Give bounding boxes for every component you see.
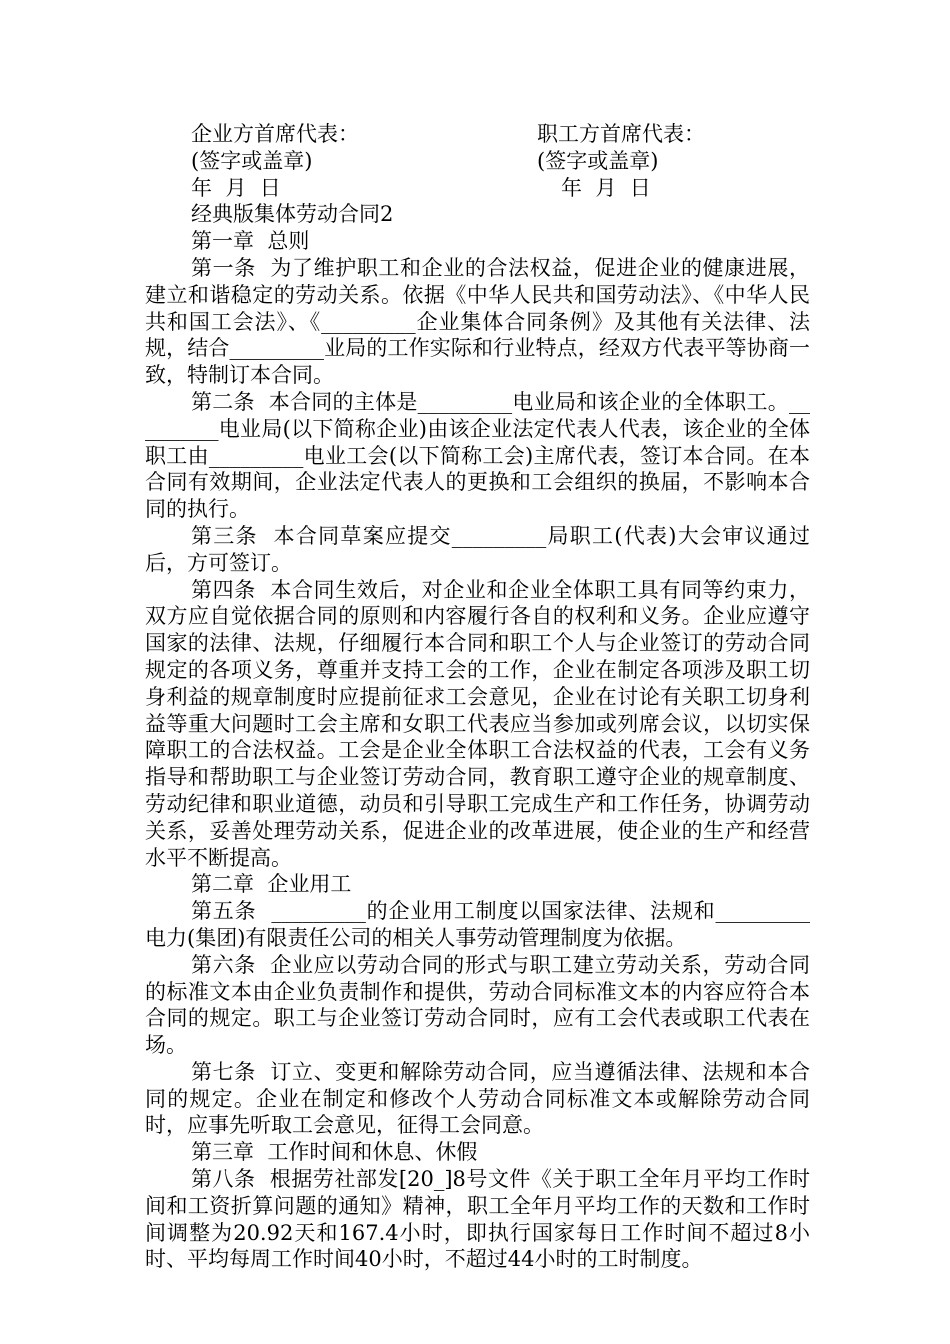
document-page bbox=[145, 121, 810, 1273]
article-paragraph: 第六条 企业应以劳动合同的形式与职工建立劳动关系，劳动合同的标准文本由企业负责制作和提供，劳动合同标准文本的内容应符合本合同的规定。职工与企业签订劳动合同时，应有工会代表或职工代表在场。 bbox=[145, 952, 810, 1058]
article-paragraph: 第四条 本合同生效后，对企业和企业全体职工具有同等约束力，双方应自觉依据合同的原则和内容履行各自的权利和义务。企业应遵守国家的法律、法规，仔细履行本合同和职工个人与企业签订的劳动合同规定的各项义务，尊重并支持工会的工作，企业在制定各项涉及职工切身利益的规章制度时应提前征求工会意见，企业在讨论有关职工切身利益等重大问题时工会主席和女职工代表应当参加或列席会议，以切实保障职工的合法权益。工会是企业全体职工合法权益的代表，工会有义务指导和帮助职工与企业签订劳动合同，教育职工遵守企业的规章制度、劳动纪律和职业道德，动员和引导职工完成生产和工作任务，协调劳动关系，妥善处理劳动关系，促进企业的改革进展，使企业的生产和经营水平不断提高。 bbox=[145, 577, 810, 870]
article-paragraph: 第七条 订立、变更和解除劳动合同，应当遵循法律、法规和本合同的规定。企业在制定和修改个人劳动合同标准文本或解除劳动合同时，应事先听取工会意见，征得工会同意。 bbox=[145, 1059, 810, 1138]
article-paragraph: 第二条 本合同的主体是_________电业局和该企业的全体职工。_________电业局(以下简称企业)由该企业法定代表人代表，该企业的全体职工由_________电业工会(以下简称工会)主席代表，签订本合同。在本合同有效期间，企业法定代表人的更换和工会组织的换届，不影响本合同的执行。 bbox=[145, 389, 810, 522]
document-title: 经典版集体劳动合同2 bbox=[191, 202, 394, 227]
article-paragraph: 第三条 本合同草案应提交_________局职工(代表)大会审议通过后，方可签订。 bbox=[145, 523, 810, 575]
signature-row-representatives bbox=[145, 121, 810, 148]
employee-sign-date: 年 月 日 bbox=[561, 175, 651, 200]
chapter-heading: 第二章 企业用工 bbox=[191, 872, 352, 897]
employer-sign-date: 年 月 日 bbox=[191, 175, 281, 200]
signature-row-seal bbox=[145, 148, 810, 175]
employee-sign-or-seal: (签字或盖章) bbox=[537, 148, 659, 173]
employer-sign-or-seal: (签字或盖章) bbox=[191, 148, 313, 173]
signature-row-date bbox=[145, 175, 810, 202]
article-paragraph: 第五条 _________的企业用工制度以国家法律、法规和_________电力(集团)有限责任公司的相关人事劳动管理制度为依据。 bbox=[145, 899, 810, 950]
chapter-heading: 第一章 总则 bbox=[191, 229, 310, 254]
article-paragraph: 第八条 根据劳社部发[20_]8号文件《关于职工全年月平均工作时间和工资折算问题的通知》精神，职工全年月平均工作的天数和工作时间调整为20.92天和167.4小时，即执行国家每日工作时间不超过8小时、平均每周工作时间40小时，不超过44小时的工时制度。 bbox=[145, 1167, 810, 1272]
employer-representative-label: 企业方首席代表： bbox=[191, 122, 359, 146]
article-paragraph: 第一条 为了维护职工和企业的合法权益，促进企业的健康进展，建立和谐稳定的劳动关系。依据《中华人民共和国劳动法》、《中华人民共和国工会法》、《_________企业集体合同条例》及其他有关法律、法规，结合_________业局的工作实际和行业特点，经双方代表平等协商一致，特制订本合同。 bbox=[145, 255, 810, 388]
employee-representative-label: 职工方首席代表： bbox=[537, 122, 705, 146]
chapter-heading: 第三章 工作时间和休息、休假 bbox=[191, 1140, 478, 1165]
